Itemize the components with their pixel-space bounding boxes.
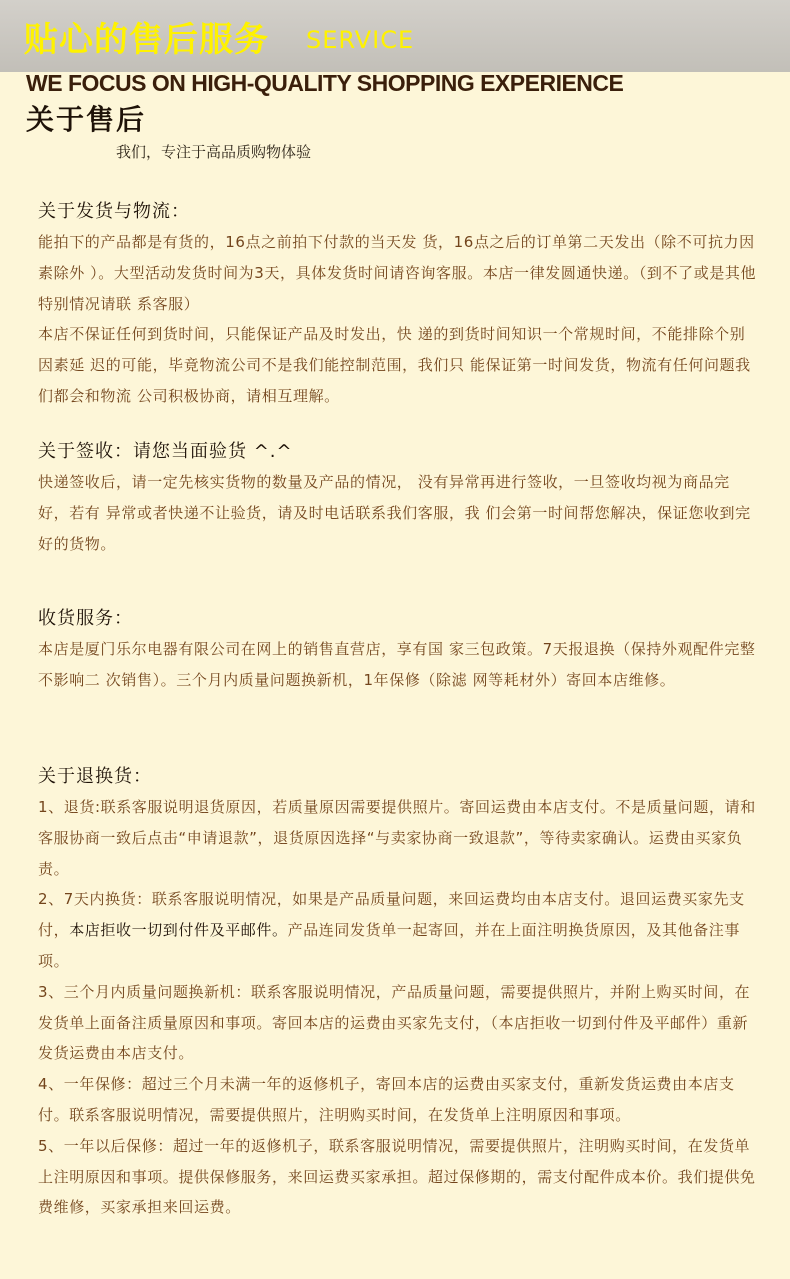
service-section [38, 604, 758, 696]
shipping-paragraph-1: 能拍下的产品都是有货的，16点之前拍下付款的当天发 货，16点之后的订单第二天发出（除不可抗力因素除外 ）。大型活动发货时间为3天，具体发货时间请咨询客服。本店一律发圆通快递。（到不了或是其他特别情况请联 系客服） [38, 233, 757, 313]
about-title: 关于售后 [26, 103, 147, 136]
returns-item-4: 4、一年保修：超过三个月未满一年的返修机子，寄回本店的运费由买家支付，重新发货运费由本店支付。联系客服说明情况，需要提供照片，注明购买时间，在发货单上注明原因和事项。 [38, 1075, 735, 1124]
returns-item-5: 5、一年以后保修：超过一年的返修机子，联系客服说明情况，需要提供照片，注明购买时间，在发货单上注明原因和事项。提供保修服务，来回运费买家承担。超过保修期的，需支付配件成本价。我们提供免费维修，买家承担来回运费。 [38, 1136, 756, 1217]
shipping-title: 关于发货与物流： [38, 201, 190, 222]
returns-item-2-notice: 本店拒收一切到付件及平邮件。 [69, 921, 288, 940]
returns-section [38, 762, 758, 1223]
returns-item-2-text-c: 产品连同发货单一起寄回，并在上面注明换货原因，及其他备注事项。 [38, 921, 741, 970]
returns-title: 关于退换货： [38, 766, 152, 787]
banner-title-en: SERVICE [306, 26, 415, 54]
banner-title-cn: 贴心的售后服务 [24, 20, 269, 60]
signing-title: 关于签收：请您当面验货 ^.^ [38, 441, 293, 462]
service-title: 收货服务： [38, 608, 133, 629]
shipping-section [38, 197, 758, 412]
service-paragraph: 本店是厦门乐尔电器有限公司在网上的销售直营店，享有国 家三包政策。7天报退换（保持外观配件完整不影响二 次销售）。三个月内质量问题换新机，1年保修（除滤 网等耗材外）寄回本店维修。 [38, 640, 756, 689]
returns-item-2-text-a: 2、7天内换货：联系客服说明情况，如果是产品质量问题，来回运费均由本店支付。退回运费买家先支付， [38, 890, 745, 940]
header-banner [0, 0, 790, 72]
returns-item-3: 3、三个月内质量问题换新机：联系客服说明情况，产品质量问题，需要提供照片，并附上购买时间，在发货单上面备注质量原因和事项。寄回本店的运费由买家先支付，（本店拒收一切到付件及平邮件）重新发货运费由本店支付。 [38, 982, 751, 1063]
shipping-paragraph-2: 本店不保证任何到货时间，只能保证产品及时发出，快 递的到货时间知识一个常规时间，不能排除个别因素延 迟的可能，毕竟物流公司不是我们能控制范围，我们只 能保证第一时间发货，物流有任何问题我们都会和物流 公司积极协商，请相互理解。 [38, 325, 751, 405]
signing-paragraph: 快递签收后，请一定先核实货物的数量及产品的情况， 没有异常再进行签收，一旦签收均视为商品完好，若有 异常或者快递不让验货，请及时电话联系我们客服，我 们会第一时间帮您解决，保证您收到完好的货物。 [38, 473, 751, 553]
about-subtitle: 我们，专注于高品质购物体验 [116, 143, 312, 161]
slogan: WE FOCUS ON HIGH-QUALITY SHOPPING EXPERIENCE [26, 70, 624, 96]
returns-item-2 [38, 884, 758, 976]
signing-section [38, 437, 758, 559]
returns-item-1: 1、退货:联系客服说明退货原因，若质量原因需要提供照片。寄回运费由本店支付。不是质量问题，请和客服协商一致后点击“申请退款”，退货原因选择“与卖家协商一致退款”，等待卖家确认。运费由买家负责。 [38, 798, 756, 878]
